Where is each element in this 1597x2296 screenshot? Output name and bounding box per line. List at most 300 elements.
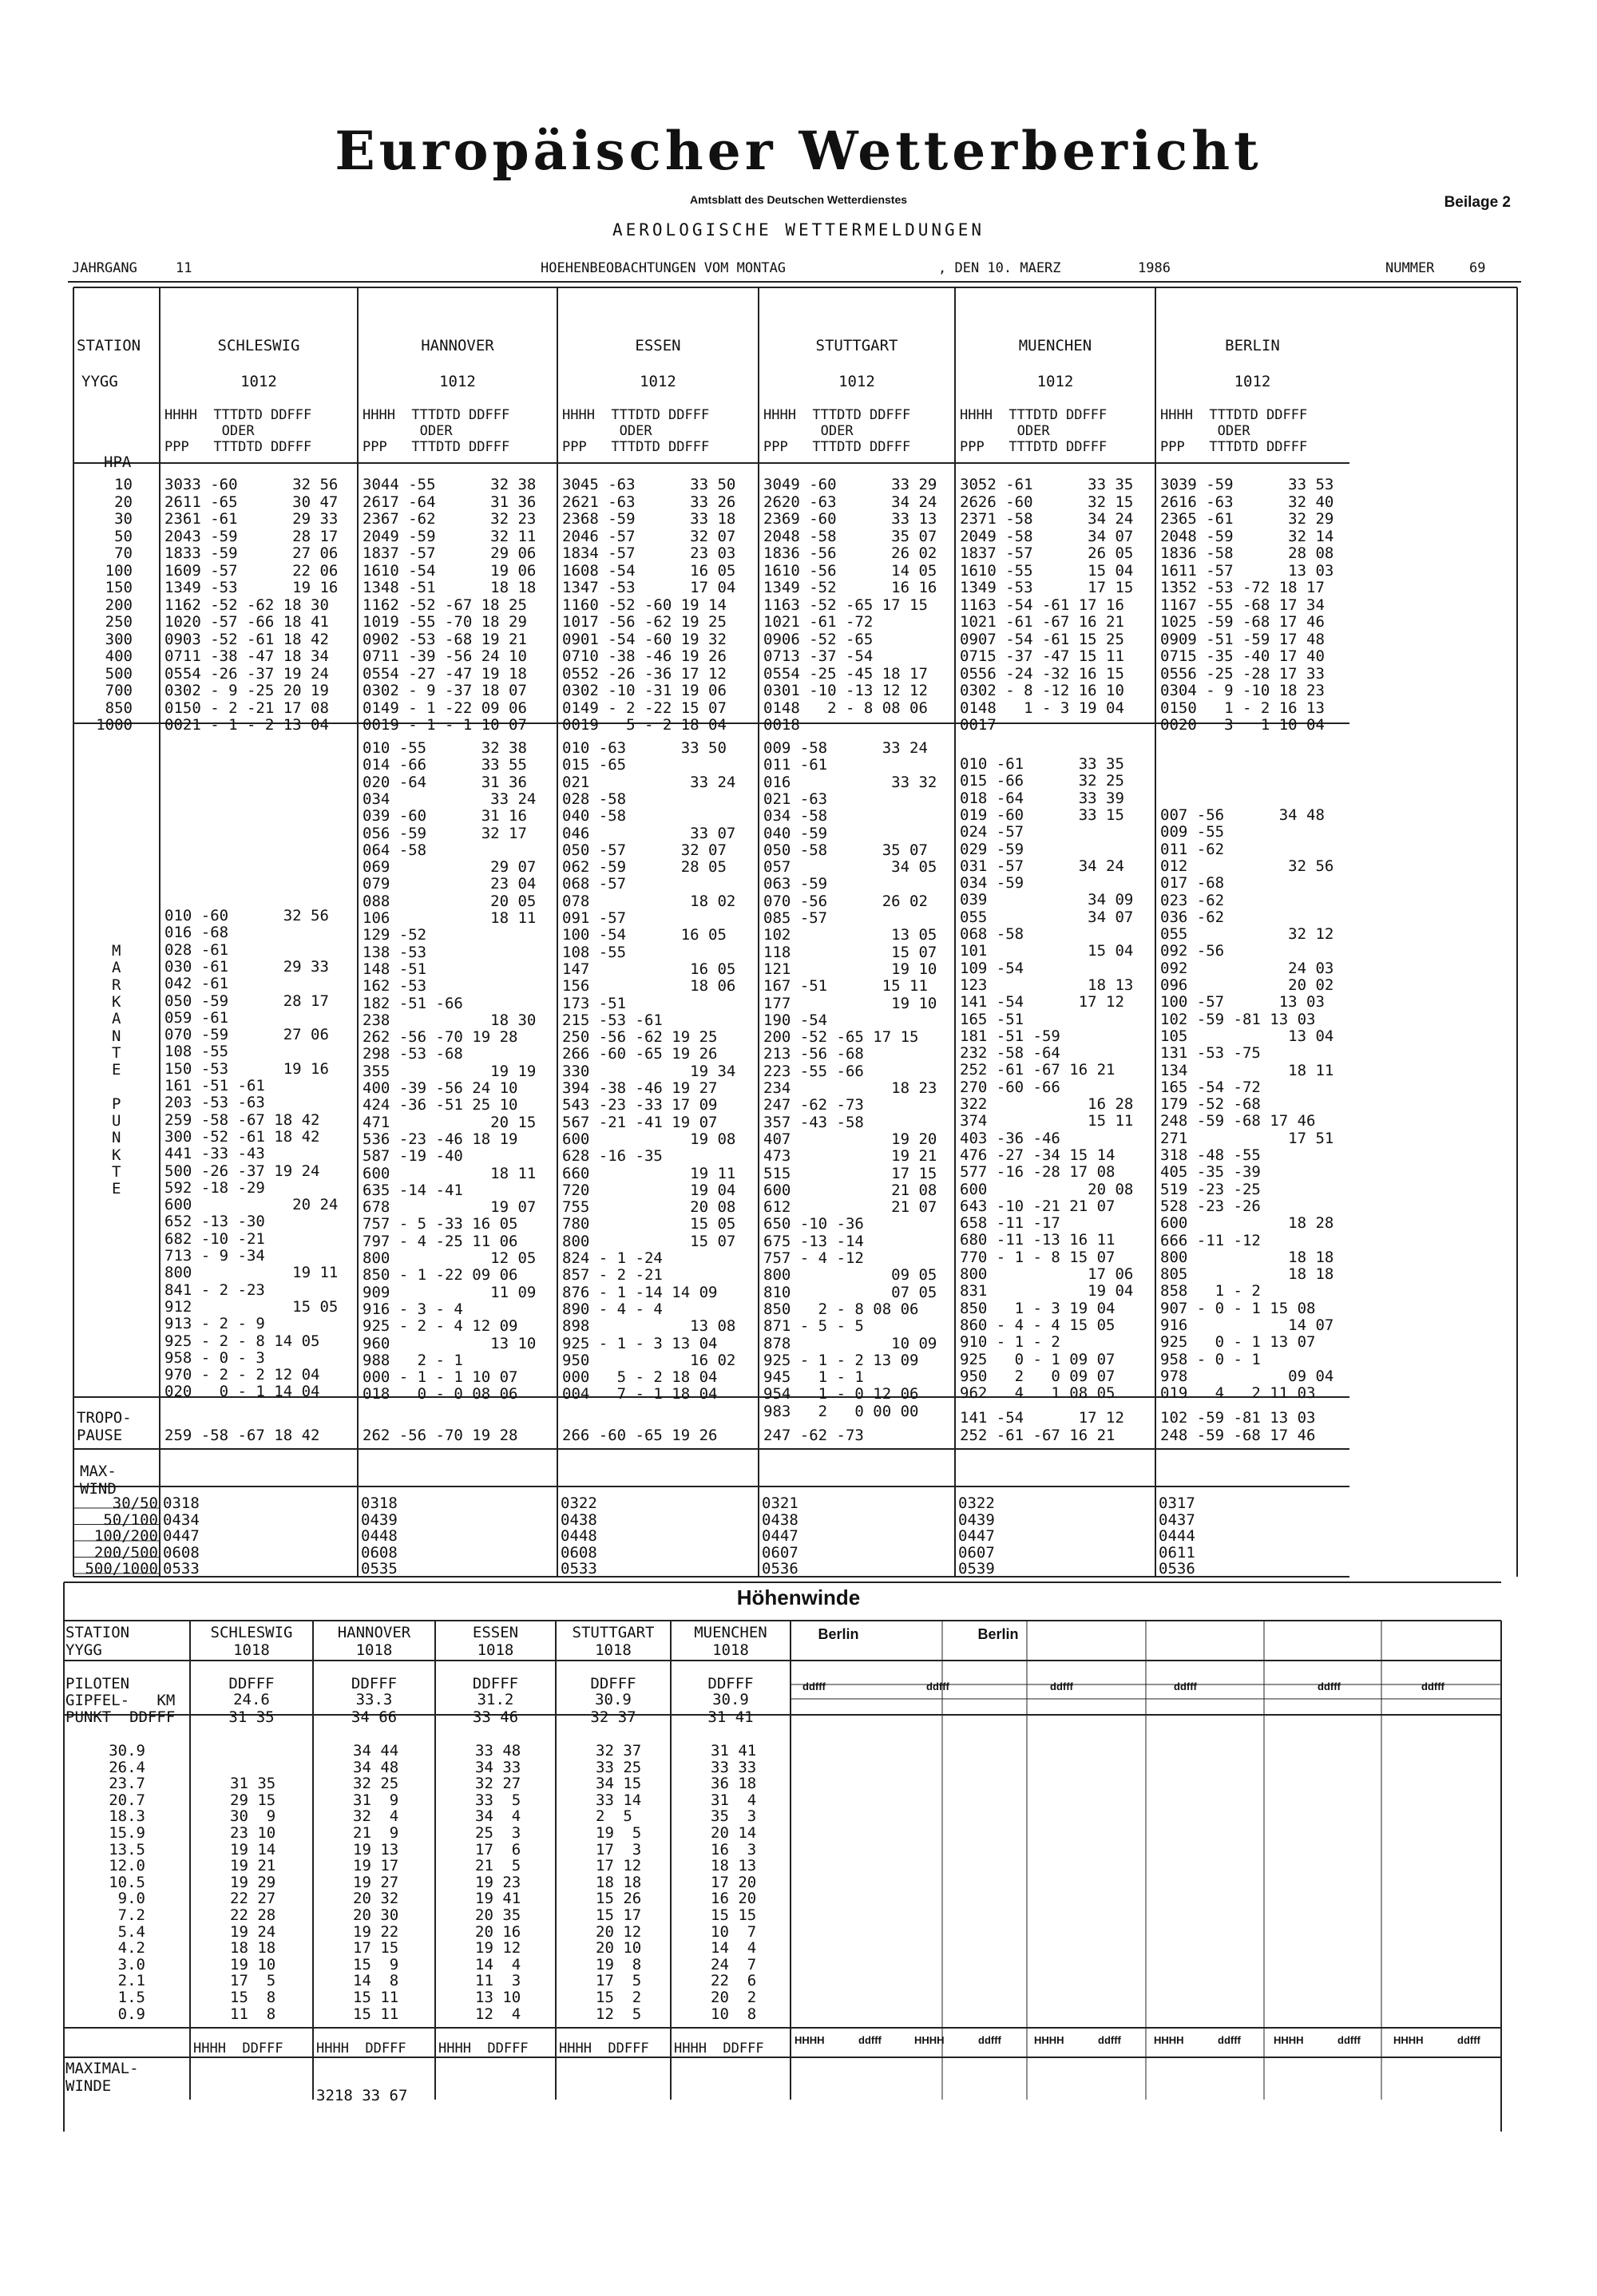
ddfff-header: DDFFF [351,1675,398,1692]
standard-level-value: 0909 -51 -59 17 48 [1160,630,1325,648]
yygg-header: YYGG [81,373,118,390]
standard-level-value: 1021 -61 -67 16 21 [960,613,1124,631]
column-subheader: HHHH TTTDTD DDFFF [1160,407,1308,423]
upper-wind-value: 19 12 [475,1939,521,1958]
station-header: STATION [77,337,141,354]
tropopause-label: PAUSE [77,1427,123,1444]
marked-point-value: 925 0 - 1 09 07 [960,1350,1116,1368]
upper-wind-value: 15 15 [711,1906,757,1924]
standard-level-value: 1021 -61 -72 [763,613,874,631]
marked-point-value: 034 -58 [763,807,828,825]
max-wind-hhhh: HHHH [1034,2034,1064,2046]
standard-level-value: 1163 -54 -61 17 16 [960,596,1124,614]
marked-point-value: 600 18 28 [1160,1214,1334,1233]
summit-height: 24.6 [233,1691,270,1708]
marked-point-value: 021 -63 [763,790,828,808]
marked-point-value: 476 -27 -34 15 14 [960,1146,1116,1164]
altitude-level: 2.1 [117,1972,145,1990]
marked-point-value: 150 -53 19 16 [164,1059,329,1078]
marked-point-value: 374 15 11 [960,1112,1134,1130]
marked-point-value: 850 1 - 3 19 04 [960,1299,1116,1317]
max-wind-value: 3218 33 67 [316,2087,408,2104]
marked-point-value: 660 19 11 [562,1164,736,1182]
marked-point-value: 912 15 05 [164,1297,339,1316]
upper-winds-title: Höhenwinde [736,1585,861,1609]
marked-point-value: 473 19 21 [763,1147,937,1166]
standard-level-value: 1025 -59 -68 17 46 [1160,613,1325,631]
maxwind-value: 0318 [163,1494,200,1512]
standard-level-value: 0302 - 8 -12 16 10 [960,682,1124,699]
marked-point-value: 925 0 - 1 13 07 [1160,1333,1316,1352]
upper-winds-station-name: MUENCHEN [694,1624,767,1641]
marked-point-value: 100 -54 16 05 [562,926,727,944]
pressure-level: 10 [114,476,133,493]
marked-point-value: 247 -62 -73 [763,1096,864,1114]
standard-level-value: 0711 -38 -47 18 34 [164,647,329,665]
standard-level-value: 0302 - 9 -25 20 19 [164,682,329,699]
marked-point-value: 040 -58 [562,807,627,825]
upper-wind-value: 25 3 [475,1824,521,1842]
upper-wind-value: 35 3 [711,1807,757,1826]
maxwind-value: 0438 [762,1510,798,1529]
marked-point-value: 913 - 2 - 9 [164,1315,265,1333]
marked-point-value: 800 17 06 [960,1265,1134,1283]
marked-point-value: 167 -51 15 11 [763,977,928,996]
marked-point-value: 666 -11 -12 [1160,1231,1261,1249]
upper-wind-value: 14 8 [353,1972,399,1990]
marked-point-value: 010 -60 32 56 [164,907,329,924]
standard-level-value: 2048 -58 35 07 [763,527,937,545]
marked-point-value: 030 -61 29 33 [164,957,329,976]
marked-point-value: 471 20 15 [363,1113,537,1131]
ddfff-small-header: ddfff [1421,1680,1444,1692]
marked-point-value: 034 33 24 [363,790,537,808]
marked-point-value: 019 4 2 11 03 [1160,1384,1316,1403]
upper-wind-value: 36 18 [711,1775,757,1793]
upper-wind-value: 14 4 [475,1955,521,1973]
marked-point-value: 102 13 05 [763,926,937,944]
marked-point-value: 916 - 3 - 4 [363,1300,463,1318]
ddfff-header: DDFFF [590,1675,636,1692]
marked-point-value: 266 -60 -65 19 26 [562,1045,718,1063]
number-value: 69 [1469,260,1486,276]
standard-level-value: 2368 -59 33 18 [562,510,736,528]
maxwind-value: 0607 [762,1543,798,1562]
marked-point-value: 085 -57 [763,909,828,927]
summit-wind: 32 37 [590,1708,636,1726]
column-subheader: ODER [562,423,652,439]
maxwind-value: 0318 [361,1494,398,1512]
marked-point-value: 910 - 1 - 2 [960,1333,1060,1352]
marked-point-value: 019 -60 33 15 [960,806,1124,824]
standard-level-value: 1160 -52 -60 19 14 [562,596,727,614]
maxwind-value: 0611 [1159,1543,1195,1562]
standard-level-value: 0150 1 - 2 16 13 [1160,699,1325,717]
upper-wind-value: 19 24 [230,1922,276,1941]
marked-point-value: 824 - 1 -24 [562,1249,663,1267]
upper-wind-value: 19 5 [596,1824,642,1842]
marked-point-value: 950 16 02 [562,1351,736,1369]
marked-point-value: 105 13 04 [1160,1027,1334,1045]
altitude-level: 18.3 [109,1807,145,1826]
marked-point-value: 039 34 09 [960,891,1134,909]
marked-point-value: 016 -68 [164,924,229,942]
upper-wind-value: 33 25 [596,1758,642,1776]
upper-winds-station-name: SCHLESWIG [210,1624,293,1641]
upper-wind-value: 22 28 [230,1906,276,1924]
marked-point-value: 059 -61 [164,1008,229,1027]
marked-point-value: 871 - 5 - 5 [763,1317,864,1336]
altitude-level: 5.4 [117,1922,145,1941]
marked-point-value: 173 -51 [562,994,627,1012]
marked-point-value: 298 -53 -68 [363,1045,463,1063]
summit-wind: 33 46 [472,1708,519,1726]
upper-wind-value: 19 10 [230,1955,276,1973]
marked-point-value: 100 -57 13 03 [1160,993,1325,1011]
upper-wind-value: 20 32 [353,1890,399,1908]
upper-wind-value: 19 22 [353,1922,399,1941]
marked-point-value: 925 - 1 - 2 13 09 [763,1351,919,1369]
maxwind-layer: 500/1000 [85,1560,158,1578]
pressure-level: 150 [105,579,133,596]
tropopause-value: 259 -58 -67 18 42 [164,1427,320,1444]
maxwind-value: 0322 [958,1494,995,1512]
marked-points-letter: K [112,992,121,1011]
standard-level-value: 0149 - 2 -22 15 07 [562,699,727,717]
column-subheader: HHHH TTTDTD DDFFF [562,407,710,423]
marked-point-value: 018 -64 33 39 [960,789,1124,807]
marked-point-value: 215 -53 -61 [562,1011,663,1029]
marked-point-value: 004 7 - 1 18 04 [562,1385,718,1403]
upper-wind-value: 17 6 [475,1840,521,1859]
pressure-level: 250 [105,613,133,631]
upper-wind-value: 15 17 [596,1906,642,1924]
maxwind-value: 0533 [163,1560,200,1578]
pilot-summit-label: GIPFEL- KM [65,1692,176,1709]
station-yygg: 1012 [240,373,277,390]
marked-point-value: 797 - 4 -25 11 06 [363,1232,518,1250]
marked-point-value: 831 19 04 [960,1282,1134,1300]
upper-wind-value: 20 12 [596,1922,642,1941]
ddfff-small-header: ddfff [1318,1680,1341,1692]
observation-date: , DEN 10. MAERZ [938,260,1061,276]
standard-level-value: 2048 -59 32 14 [1160,527,1334,545]
marked-point-value: 330 19 34 [562,1062,736,1080]
upper-wind-value: 31 41 [711,1742,757,1760]
marked-point-value: 945 1 - 1 [763,1368,864,1387]
marked-point-value: 070 -59 27 06 [164,1026,329,1044]
standard-level-value: 0021 - 1 - 2 13 04 [164,716,329,734]
column-subheader: PPP TTTDTD DDFFF [562,439,710,455]
standard-level-value: 3039 -59 33 53 [1160,476,1334,493]
marked-point-value: 028 -58 [562,790,627,808]
upper-wind-value: 29 15 [230,1791,276,1809]
upper-wind-value: 15 11 [353,1989,399,2006]
marked-point-value: 988 2 - 1 [363,1351,463,1369]
marked-points-letter: E [112,1180,121,1198]
upper-wind-value: 33 5 [475,1791,521,1809]
marked-point-value: 800 15 07 [562,1232,736,1250]
marked-points-letter: M [112,942,121,960]
maxwind-value: 0437 [1159,1510,1195,1529]
standard-level-value: 3052 -61 33 35 [960,476,1134,493]
upper-wind-value: 16 3 [711,1840,757,1859]
standard-level-value: 2369 -60 33 13 [763,510,937,528]
standard-level-value: 2617 -64 31 36 [363,493,537,511]
maxwind-value: 0447 [762,1527,798,1545]
standard-level-value: 3045 -63 33 50 [562,476,736,493]
standard-level-value: 1611 -57 13 03 [1160,561,1334,580]
observation-year: 1986 [1138,260,1171,276]
marked-point-value: 177 19 10 [763,994,937,1012]
marked-point-value: 600 19 08 [562,1130,736,1148]
marked-point-value: 587 -19 -40 [363,1147,463,1166]
standard-level-value: 0901 -54 -60 19 32 [562,630,727,648]
marked-point-value: 635 -14 -41 [363,1181,463,1199]
marked-point-value: 138 -53 [363,943,427,961]
standard-level-value: 0148 2 - 8 08 06 [763,699,928,717]
upper-wind-value: 34 4 [475,1807,521,1826]
max-wind-ddfff: ddfff [1457,2034,1480,2046]
standard-level-value: 0017 [960,716,997,734]
pressure-level: 70 [114,544,133,562]
altitude-level: 9.0 [117,1890,145,1908]
station-name: STUTTGART [815,337,898,354]
marked-point-value: 800 18 18 [1160,1248,1334,1266]
marked-point-value: 016 33 32 [763,773,937,791]
marked-point-value: 528 -23 -26 [1160,1197,1261,1215]
marked-point-value: 950 2 0 09 07 [960,1367,1116,1385]
standard-level-value: 2621 -63 33 26 [562,493,736,511]
maxwind-value: 0607 [958,1543,995,1562]
tropopause-value: 262 -56 -70 19 28 [363,1427,518,1444]
max-wind-header: HHHH DDFFF [438,2041,529,2057]
marked-point-value: 000 5 - 2 18 04 [562,1368,718,1387]
maxwind-value: 0321 [762,1494,798,1512]
column-subheader: ODER [1160,423,1250,439]
marked-point-value: 148 -51 [363,960,427,978]
marked-point-value: 500 -26 -37 19 24 [164,1162,320,1180]
marked-point-value: 916 14 07 [1160,1316,1334,1334]
standard-level-value: 1836 -56 26 02 [763,544,937,562]
upper-wind-value: 32 4 [353,1807,399,1826]
marked-point-value: 441 -33 -43 [164,1145,265,1163]
standard-level-value: 3044 -55 32 38 [363,476,537,493]
max-wind-ddfff: ddfff [978,2034,1001,2046]
column-subheader: PPP TTTDTD DDFFF [960,439,1108,455]
marked-point-value: 770 - 1 - 8 15 07 [960,1248,1116,1266]
standard-level-value: 2049 -59 32 11 [363,527,537,545]
marked-point-value: 890 - 4 - 4 [562,1300,663,1318]
upper-wind-value: 34 33 [475,1758,521,1776]
marked-point-value: 850 - 1 -22 09 06 [363,1266,518,1285]
standard-level-value: 2611 -65 30 47 [164,493,339,511]
marked-point-value: 182 -51 -66 [363,994,463,1012]
upper-wind-value: 17 5 [596,1972,642,1990]
report-subtitle: Amtsblatt des Deutschen Wetterdienstes [689,193,908,206]
upper-wind-value: 18 18 [596,1873,642,1891]
upper-winds-station-name: ESSEN [472,1624,519,1641]
marked-point-value: 519 -23 -25 [1160,1180,1261,1198]
marked-point-value: 978 09 04 [1160,1367,1334,1385]
standard-level-value: 0554 -26 -37 19 24 [164,664,329,683]
standard-level-value: 1017 -56 -62 19 25 [562,613,727,631]
standard-level-value: 0556 -25 -28 17 33 [1160,664,1325,683]
upper-wind-value: 17 20 [711,1873,757,1891]
marked-point-value: 009 -58 33 24 [763,739,928,757]
marked-point-value: 898 13 08 [562,1317,736,1336]
summit-height: 33.3 [355,1691,393,1708]
station-yygg: 1012 [439,373,476,390]
marked-point-value: 203 -53 -63 [164,1094,265,1112]
marked-point-value: 162 -53 [363,977,427,996]
marked-points-letter: P [112,1095,121,1113]
standard-level-value: 0907 -54 -61 15 25 [960,630,1124,648]
standard-level-value: 3033 -60 32 56 [164,476,339,493]
maxwind-value: 0439 [958,1510,995,1529]
marked-point-value: 055 32 12 [1160,925,1334,944]
marked-points-letter: U [112,1112,121,1130]
marked-point-value: 068 -57 [562,875,627,893]
upper-wind-value: 15 2 [596,1989,642,2006]
marked-point-value: 960 13 10 [363,1334,537,1352]
tropopause-value: 266 -60 -65 19 26 [562,1427,718,1444]
standard-level-value: 1349 -52 16 16 [763,579,937,596]
upper-wind-value: 14 4 [711,1939,757,1958]
marked-points-letter: A [112,1010,121,1028]
maxwind-value: 0438 [561,1510,597,1529]
marked-point-value: 141 -54 17 12 [960,993,1124,1011]
maxwind-value: 0448 [561,1527,597,1545]
upper-wind-value: 22 6 [711,1972,757,1990]
marked-point-value: 878 10 09 [763,1334,937,1352]
marked-point-value: 039 -60 31 16 [363,807,527,825]
marked-point-value: 036 -62 [1160,908,1225,926]
station-name: BERLIN [1225,337,1280,354]
pressure-level: 20 [114,493,133,511]
marked-point-value: 109 -54 [960,959,1024,977]
altitude-level: 12.0 [109,1857,145,1875]
upper-wind-value: 34 48 [353,1758,399,1776]
upper-wind-value: 10 7 [711,1922,757,1941]
upper-wind-value: 24 7 [711,1955,757,1973]
max-winds-label: MAXIMAL- [65,2060,139,2077]
maxwind-value: 0447 [958,1527,995,1545]
altitude-level: 15.9 [109,1824,145,1842]
pressure-level: 30 [114,510,133,528]
marked-point-value: 658 -11 -17 [960,1214,1060,1233]
standard-level-value: 0301 -10 -13 12 12 [763,682,928,699]
upper-wind-value: 33 33 [711,1758,757,1776]
marked-point-value: 515 17 15 [763,1164,937,1182]
marked-point-value: 652 -13 -30 [164,1213,265,1231]
altitude-level: 23.7 [109,1775,145,1793]
marked-point-value: 102 -59 -81 13 03 [1160,1010,1316,1028]
max-wind-ddfff: ddfff [1337,2034,1361,2046]
marked-point-value: 577 -16 -28 17 08 [960,1163,1116,1182]
column-subheader: PPP TTTDTD DDFFF [763,439,911,455]
marked-point-value: 600 21 08 [763,1181,937,1199]
standard-level-value: 2049 -58 34 07 [960,527,1134,545]
marked-point-value: 108 -55 [164,1043,229,1061]
upper-wind-value: 21 9 [353,1824,399,1842]
column-subheader: HHHH TTTDTD DDFFF [164,407,312,423]
upper-winds-yygg-header: YYGG [65,1641,102,1659]
marked-point-value: 357 -43 -58 [763,1113,864,1131]
ddfff-header: DDFFF [228,1675,275,1692]
upper-wind-value: 19 23 [475,1873,521,1891]
standard-level-value: 1609 -57 22 06 [164,561,339,580]
maxwind-value: 0536 [762,1560,798,1578]
summit-height: 30.9 [712,1691,749,1708]
marked-point-value: 050 -57 32 07 [562,841,727,859]
upper-winds-station-yygg: 1018 [712,1641,749,1659]
summit-wind: 31 35 [228,1708,275,1726]
upper-wind-value: 19 27 [353,1873,399,1891]
standard-level-value: 0556 -24 -32 16 15 [960,664,1124,683]
marked-point-value: 907 - 0 - 1 15 08 [1160,1299,1316,1317]
upper-wind-value: 31 9 [353,1791,399,1809]
marked-point-value: 271 17 51 [1160,1129,1334,1147]
ddfff-small-header: ddfff [1174,1680,1197,1692]
standard-level-value: 0903 -52 -61 18 42 [164,630,329,648]
marked-point-value: 628 -16 -35 [562,1147,663,1166]
standard-level-value: 1020 -57 -66 18 41 [164,613,329,631]
marked-point-value: 024 -57 [960,823,1024,841]
column-subheader: ODER [960,423,1050,439]
marked-point-value: 079 23 04 [363,875,537,893]
tropopause-value: 252 -61 -67 16 21 [960,1427,1116,1444]
marked-point-value: 165 -51 [960,1010,1024,1028]
upper-wind-value: 32 37 [596,1742,642,1760]
standard-level-value: 1610 -56 14 05 [763,561,937,580]
marked-point-value: 805 18 18 [1160,1265,1334,1284]
marked-point-value: 300 -52 -61 18 42 [164,1127,320,1146]
upper-wind-value: 15 9 [353,1955,399,1973]
marked-point-value: 232 -58 -64 [960,1044,1060,1063]
altitude-level: 1.5 [117,1989,145,2006]
pressure-level: 400 [105,647,133,665]
station-name: SCHLESWIG [217,337,300,354]
upper-wind-value: 33 48 [475,1742,521,1760]
standard-level-value: 1019 -55 -70 18 29 [363,613,527,631]
maxwind-value: 0536 [1159,1560,1195,1578]
max-wind-hhhh: HHHH [795,2034,825,2046]
marked-point-value: 010 -55 32 38 [363,739,527,757]
altitude-level: 30.9 [109,1742,145,1760]
maxwind-value: 0539 [958,1560,995,1578]
standard-level-value: 0710 -38 -46 19 26 [562,647,727,665]
section-title: AEROLOGISCHE WETTERMELDUNGEN [612,220,985,239]
marked-point-value: 259 -58 -67 18 42 [164,1110,320,1129]
pressure-level: 100 [105,561,133,580]
max-wind-header: HHHH DDFFF [674,2041,764,2057]
standard-level-value: 2367 -62 32 23 [363,510,537,528]
max-wind-ddfff: ddfff [858,2034,882,2046]
marked-point-value: 007 -56 34 48 [1160,806,1325,824]
marked-point-value: 800 09 05 [763,1266,937,1285]
marked-point-value: 147 16 05 [562,960,736,978]
standard-level-value: 1352 -53 -72 18 17 [1160,579,1325,596]
marked-points-letter: R [112,976,121,994]
tropopause-value: 248 -59 -68 17 46 [1160,1427,1316,1444]
marked-point-value: 403 -36 -46 [960,1129,1060,1147]
max-wind-hhhh: HHHH [1274,2034,1304,2046]
marked-point-value: 131 -53 -75 [1160,1044,1261,1063]
upper-wind-value: 17 5 [230,1972,276,1990]
marked-point-value: 106 18 11 [363,909,537,927]
maxwind-layer: 50/100 [103,1510,158,1529]
